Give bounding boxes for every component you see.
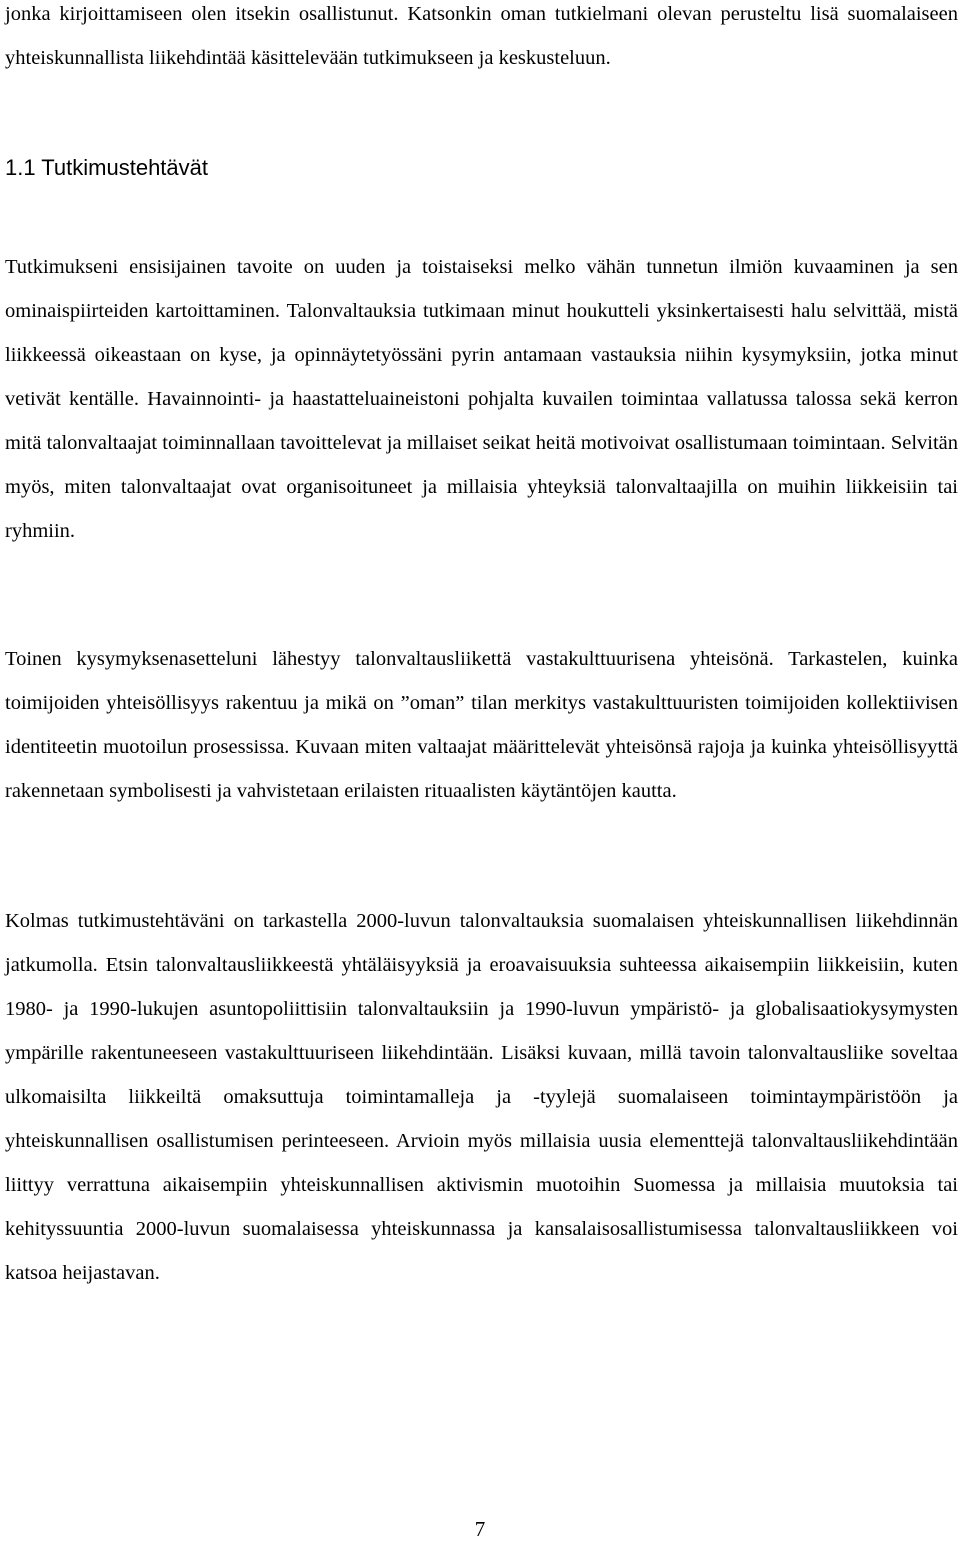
paragraph-research-goal: Tutkimukseni ensisijainen tavoite on uuden ja toistaiseksi melko vähän tunnetun ilmiön kuvaaminen ja sen ominaispiirteiden kartoittaminen. Talonvaltauksia tutkimaan minut houkutteli yksinkertaisesti halu selvittää, mistä liikkeessä oikeastaan on kyse, ja opinnäytetyössäni pyrin antamaan vastauksia niihin kysymyksiin, jotka minut vetivät kentälle. Havainnointi- ja haastatteluaineistoni pohjalta kuvailen toimintaa vallatussa talossa sekä kerron mitä talonvaltaajat toiminnallaan tavoittelevat ja millaiset seikat heitä motivoivat osallistumaan toimintaan. Selvitän myös, miten talonvaltaajat ovat organisoituneet ja millaisia yhteyksiä talonvaltaajilla on muihin liikkeisiin tai ryhmiin. [5,256,958,542]
document-page [5,0,958,1543]
page-number: 7 [474,1517,486,1541]
section-heading: 1.1 Tutkimustehtävät [5,155,208,180]
paragraph-second-question: Toinen kysymyksenasetteluni lähestyy talonvaltausliikettä vastakulttuurisena yhteisönä. Tarkastelen, kuinka toimijoiden yhteisöllisyys rakentuu ja mikä on ”oman” tilan merkitys vastakulttuuristen toimijoiden kollektiivisen identiteetin muotoilun prosessissa. Kuvaan miten valtaajat määrittelevät yhteisönsä rajoja ja kuinka yhteisöllisyyttä rakennetaan symbolisesti ja vahvistetaan erilaisten rituaalisten käytäntöjen kautta. [5,648,958,802]
paragraph-third-task: Kolmas tutkimustehtäväni on tarkastella 2000-luvun talonvaltauksia suomalaisen yhteiskunnallisen liikehdinnän jatkumolla. Etsin talonvaltausliikkeestä yhtäläisyyksiä ja eroavaisuuksia suhteessa aikaisempiin liikkeisiin, kuten 1980- ja 1990-lukujen asuntopoliittisiin talonvaltauksiin ja 1990-luvun ympäristö- ja globalisaatiokysymysten ympärille rakentuneeseen vastakulttuuriseen liikehdintään. Lisäksi kuvaan, millä tavoin talonvaltausliike soveltaa ulkomaisilta liikkeiltä omaksuttuja toimintamalleja ja -tyylejä suomalaiseen toimintaympäristöön ja yhteiskunnallisen osallistumisen perinteeseen. Arvioin myös millaisia uusia elementtejä talonvaltausliikehdintään liittyy verrattuna aikaisempiin yhteiskunnallisen aktivismin muotoihin Suomessa ja millaisia muutoksia tai kehityssuuntia 2000-luvun suomalaisessa yhteiskunnassa ja kansalaisosallistumisessa talonvaltausliikkeen voi katsoa heijastavan. [5,910,958,1284]
intro-paragraph: jonka kirjoittamiseen olen itsekin osallistunut. Katsonkin oman tutkielmani olevan perusteltu lisä suomalaiseen yhteiskunnallista liikehdintää käsittelevään tutkimukseen ja keskusteluun. [5,3,958,69]
